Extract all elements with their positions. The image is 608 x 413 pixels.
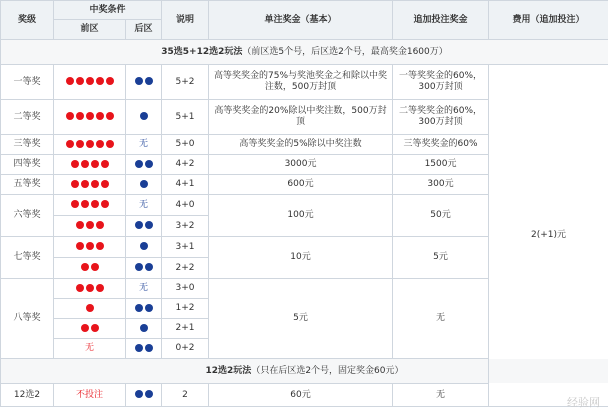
red-ball-icon	[101, 160, 109, 168]
single-prize: 5元	[209, 279, 393, 359]
blue-ball-icon	[145, 390, 153, 398]
back-balls	[126, 65, 162, 100]
prize-level: 二等奖	[1, 100, 54, 135]
blue-ball-icon	[135, 304, 143, 312]
red-ball-icon	[86, 221, 94, 229]
back-balls	[126, 384, 162, 407]
combo: 0+2	[162, 339, 209, 359]
red-ball-icon	[76, 242, 84, 250]
section-note: （前区选5个号，后区选2个号，最高奖金1600万）	[242, 46, 448, 57]
blue-ball-icon	[145, 221, 153, 229]
combo: 2+1	[162, 319, 209, 339]
red-ball-icon	[96, 221, 104, 229]
red-ball-icon	[96, 284, 104, 292]
red-ball-icon	[86, 112, 94, 120]
back-balls	[126, 100, 162, 135]
single-prize: 10元	[209, 237, 393, 279]
combo: 3+1	[162, 237, 209, 258]
red-ball-icon	[96, 112, 104, 120]
blue-ball-icon	[145, 304, 153, 312]
front-balls	[54, 279, 126, 299]
additional-prize: 1500元	[393, 155, 489, 175]
additional-prize: 一等奖奖金的60%，300万封顶	[393, 65, 489, 100]
front-balls	[54, 135, 126, 155]
blue-ball-icon	[140, 242, 148, 250]
single-prize: 3000元	[209, 155, 393, 175]
additional-prize: 无	[393, 279, 489, 359]
combo: 2	[162, 384, 209, 407]
blue-ball-icon	[145, 263, 153, 271]
red-ball-icon	[81, 180, 89, 188]
combo: 4+2	[162, 155, 209, 175]
front-balls	[54, 155, 126, 175]
blue-ball-icon	[140, 180, 148, 188]
additional-prize: 三等奖奖金的60%	[393, 135, 489, 155]
prize-level: 一等奖	[1, 65, 54, 100]
red-ball-icon	[71, 180, 79, 188]
back-balls	[126, 299, 162, 319]
red-ball-icon	[76, 284, 84, 292]
prize-level: 五等奖	[1, 175, 54, 195]
back-balls	[126, 155, 162, 175]
single-prize: 高等奖奖金的20%除以中奖注数，500万封顶	[209, 100, 393, 135]
front-balls	[54, 319, 126, 339]
red-ball-icon	[71, 160, 79, 168]
single-prize: 100元	[209, 195, 393, 237]
header-fee: 费用（追加投注）	[489, 1, 608, 40]
red-ball-icon	[106, 112, 114, 120]
red-ball-icon	[86, 284, 94, 292]
prize-level: 八等奖	[1, 279, 54, 359]
front-balls	[54, 195, 126, 216]
back-balls	[126, 339, 162, 359]
red-ball-icon	[66, 112, 74, 120]
prize-level: 12选2	[1, 384, 54, 407]
section-35-12	[1, 40, 608, 65]
blue-ball-icon	[135, 221, 143, 229]
blue-ball-icon	[135, 77, 143, 85]
front-balls	[54, 175, 126, 195]
single-prize: 60元	[209, 384, 393, 407]
combo: 5+0	[162, 135, 209, 155]
header-back: 后区	[126, 20, 162, 40]
red-ball-icon	[76, 221, 84, 229]
red-ball-icon	[76, 112, 84, 120]
header-win-condition: 中奖条件	[54, 1, 162, 20]
red-ball-icon	[106, 77, 114, 85]
red-ball-icon	[86, 242, 94, 250]
blue-ball-icon	[145, 160, 153, 168]
blue-ball-icon	[135, 160, 143, 168]
section-note: （只在后区选2个号，固定奖金60元）	[251, 365, 404, 376]
front-balls	[54, 299, 126, 319]
red-ball-icon	[71, 200, 79, 208]
red-ball-icon	[81, 324, 89, 332]
front-balls	[54, 100, 126, 135]
red-ball-icon	[101, 180, 109, 188]
additional-prize: 无	[393, 384, 489, 407]
blue-ball-icon	[145, 77, 153, 85]
combo: 5+2	[162, 65, 209, 100]
red-ball-icon	[66, 140, 74, 148]
single-prize: 高等奖奖金的5%除以中奖注数	[209, 135, 393, 155]
section-12-2	[1, 359, 608, 384]
red-ball-icon	[91, 160, 99, 168]
combo: 2+2	[162, 258, 209, 279]
red-ball-icon	[81, 263, 89, 271]
header-front: 前区	[54, 20, 126, 40]
single-prize: 600元	[209, 175, 393, 195]
header-prize-level: 奖级	[1, 1, 54, 40]
back-none: 无	[126, 135, 162, 155]
back-balls	[126, 175, 162, 195]
red-ball-icon	[91, 180, 99, 188]
combo: 4+1	[162, 175, 209, 195]
red-ball-icon	[91, 200, 99, 208]
back-balls	[126, 319, 162, 339]
additional-prize: 50元	[393, 195, 489, 237]
blue-ball-icon	[140, 324, 148, 332]
combo: 3+0	[162, 279, 209, 299]
red-ball-icon	[86, 304, 94, 312]
red-ball-icon	[66, 77, 74, 85]
red-ball-icon	[76, 140, 84, 148]
red-ball-icon	[96, 77, 104, 85]
red-ball-icon	[106, 140, 114, 148]
fee-main: 2(+1)元	[489, 65, 608, 407]
combo: 3+2	[162, 216, 209, 237]
back-none: 无	[126, 279, 162, 299]
front-balls	[54, 258, 126, 279]
header-description: 说明	[162, 1, 209, 40]
front-balls	[54, 216, 126, 237]
prize-level: 三等奖	[1, 135, 54, 155]
blue-ball-icon	[135, 263, 143, 271]
prize-level: 四等奖	[1, 155, 54, 175]
watermark: 经验网	[567, 396, 600, 409]
red-ball-icon	[76, 77, 84, 85]
blue-ball-icon	[135, 344, 143, 352]
header-single-prize: 单注奖金（基本）	[209, 1, 393, 40]
combo: 4+0	[162, 195, 209, 216]
red-ball-icon	[86, 140, 94, 148]
additional-prize: 二等奖奖金的60%，300万封顶	[393, 100, 489, 135]
front-balls	[54, 65, 126, 100]
front-none: 无	[54, 339, 126, 359]
section-title: 12选2玩法	[205, 365, 252, 376]
red-ball-icon	[96, 242, 104, 250]
red-ball-icon	[96, 140, 104, 148]
back-none: 无	[126, 195, 162, 216]
red-ball-icon	[86, 77, 94, 85]
combo: 1+2	[162, 299, 209, 319]
back-balls	[126, 216, 162, 237]
blue-ball-icon	[140, 112, 148, 120]
prize-level: 七等奖	[1, 237, 54, 279]
front-balls	[54, 237, 126, 258]
back-balls	[126, 237, 162, 258]
red-ball-icon	[81, 200, 89, 208]
back-balls	[126, 258, 162, 279]
red-ball-icon	[81, 160, 89, 168]
prize-level: 六等奖	[1, 195, 54, 237]
header-additional-prize: 追加投注奖金	[393, 1, 489, 40]
blue-ball-icon	[145, 344, 153, 352]
red-ball-icon	[101, 200, 109, 208]
red-ball-icon	[91, 263, 99, 271]
combo: 5+1	[162, 100, 209, 135]
additional-prize: 300元	[393, 175, 489, 195]
front-no-bet: 不投注	[54, 384, 126, 407]
blue-ball-icon	[135, 390, 143, 398]
section-title: 35选5+12选2玩法	[161, 46, 243, 57]
single-prize: 高等奖奖金的75%与奖池奖金之和除以中奖注数，500万封顶	[209, 65, 393, 100]
additional-prize: 5元	[393, 237, 489, 279]
red-ball-icon	[91, 324, 99, 332]
